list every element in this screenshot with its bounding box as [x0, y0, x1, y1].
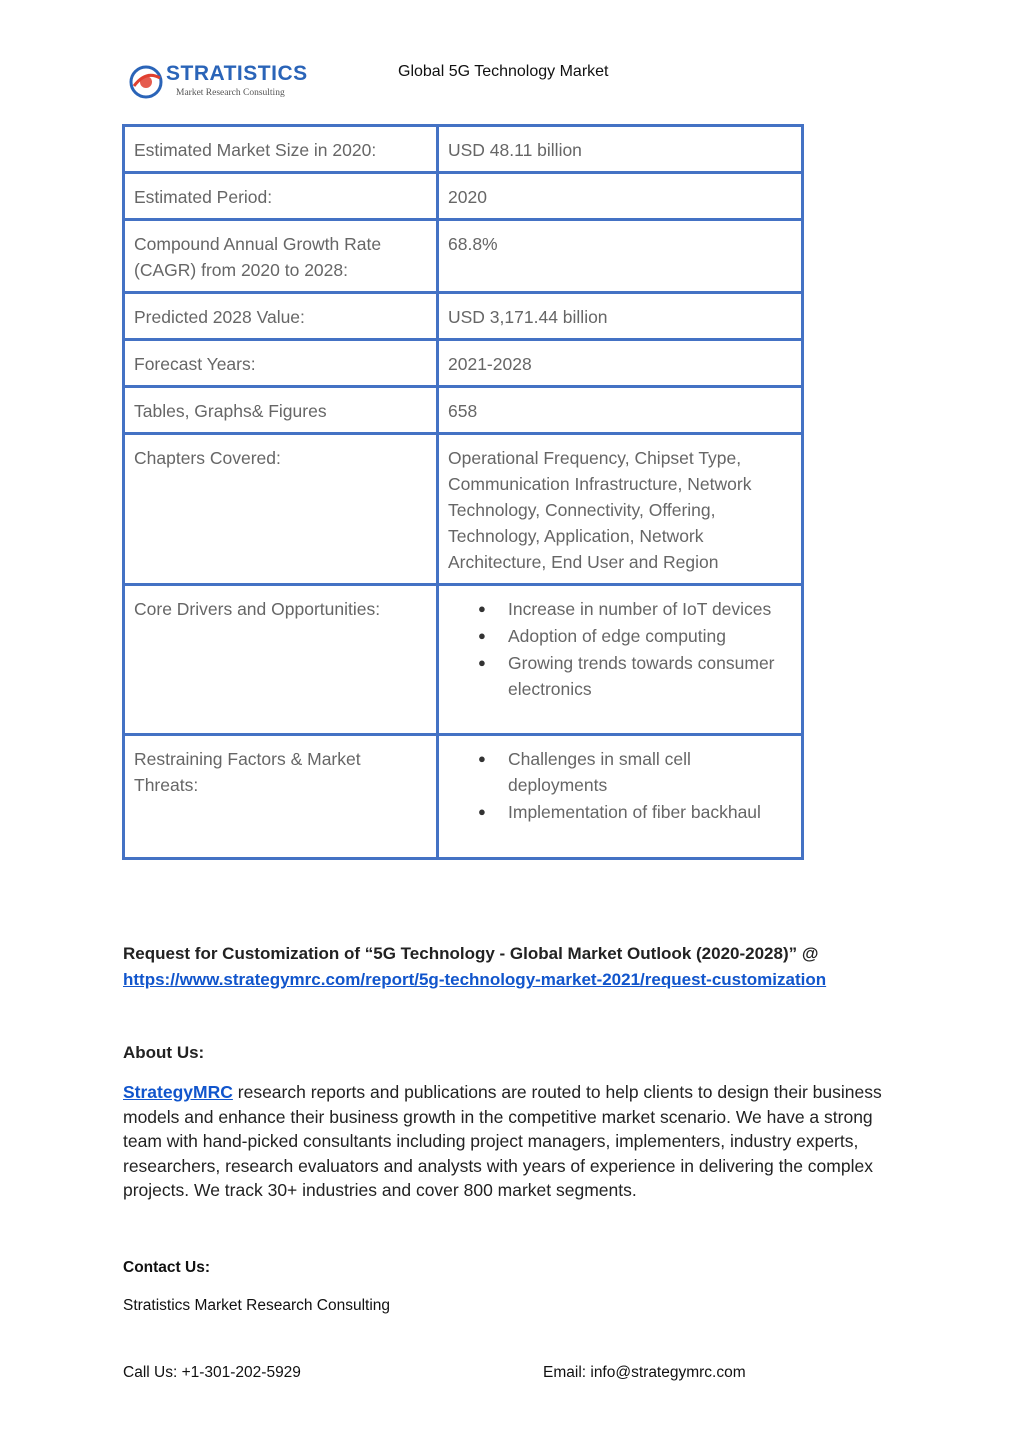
logo-wordmark: STRATISTICS [166, 62, 308, 85]
drivers-list [448, 596, 792, 702]
table-row [124, 735, 803, 859]
fact-value: Operational Frequency, Chipset Type, Communication Infrastructure, Network Technology, Connectivity, Offering, Technology, Application, Network Architecture, End User and Region [438, 434, 803, 585]
table-row [124, 434, 803, 585]
market-facts-table [122, 124, 804, 860]
table-row [124, 126, 803, 173]
list-item: ● Growing trends towards consumer electronics [508, 650, 792, 702]
list-item: ● Implementation of fiber backhaul [508, 799, 792, 825]
fact-label: Restraining Factors & Market Threats: [124, 735, 438, 859]
logo-emblem-icon [128, 60, 168, 104]
table-row [124, 585, 803, 735]
strategymrc-link[interactable]: StrategyMRC [123, 1082, 233, 1102]
fact-value: 2021-2028 [438, 340, 803, 387]
drivers-list-cell [438, 585, 803, 735]
table-row [124, 340, 803, 387]
fact-label: Compound Annual Growth Rate (CAGR) from 2020 to 2028: [124, 220, 438, 293]
fact-value: USD 3,171.44 billion [438, 293, 803, 340]
fact-value: 2020 [438, 173, 803, 220]
fact-value: USD 48.11 billion [438, 126, 803, 173]
restraints-list [448, 746, 792, 825]
fact-value: 658 [438, 387, 803, 434]
table-row [124, 173, 803, 220]
contact-heading: Contact Us: [123, 1259, 210, 1276]
table-row [124, 220, 803, 293]
fact-label: Tables, Graphs& Figures [124, 387, 438, 434]
fact-label: Chapters Covered: [124, 434, 438, 585]
customization-request [123, 941, 923, 993]
logo-subtitle: Market Research Consulting [176, 88, 285, 98]
page-header-title: Global 5G Technology Market [398, 63, 609, 80]
fact-label: Estimated Market Size in 2020: [124, 126, 438, 173]
email-address: Email: info@strategymrc.com [543, 1364, 746, 1381]
fact-label: Predicted 2028 Value: [124, 293, 438, 340]
about-body: research reports and publications are routed to help clients to design their business models and enhance their business growth in the competitive market scenario. We have a strong team with hand-picked consultants including project managers, implementers, industry experts, researchers, research evaluators and analysts with years of experience in delivering the complex projects. We track 30+ industries and cover 800 market segments. [123, 1082, 882, 1200]
phone-number: Call Us: +1-301-202-5929 [123, 1364, 301, 1381]
request-text: Request for Customization of “5G Technology - Global Market Outlook (2020-2028)” @ [123, 944, 819, 963]
company-name: Stratistics Market Research Consulting [123, 1297, 391, 1314]
list-item: ● Adoption of edge computing [508, 623, 792, 649]
fact-label: Estimated Period: [124, 173, 438, 220]
fact-value: 68.8% [438, 220, 803, 293]
fact-label: Forecast Years: [124, 340, 438, 387]
table-row [124, 387, 803, 434]
list-item: ● Challenges in small cell deployments [508, 746, 792, 798]
fact-label: Core Drivers and Opportunities: [124, 585, 438, 735]
restraints-list-cell [438, 735, 803, 859]
stratistics-logo [128, 56, 308, 104]
about-paragraph [123, 1080, 913, 1203]
table-row [124, 293, 803, 340]
about-heading: About Us: [123, 1043, 205, 1062]
list-item: ● Increase in number of IoT devices [508, 596, 792, 622]
request-customization-link[interactable]: https://www.strategymrc.com/report/5g-technology-market-2021/request-customization [123, 970, 827, 989]
